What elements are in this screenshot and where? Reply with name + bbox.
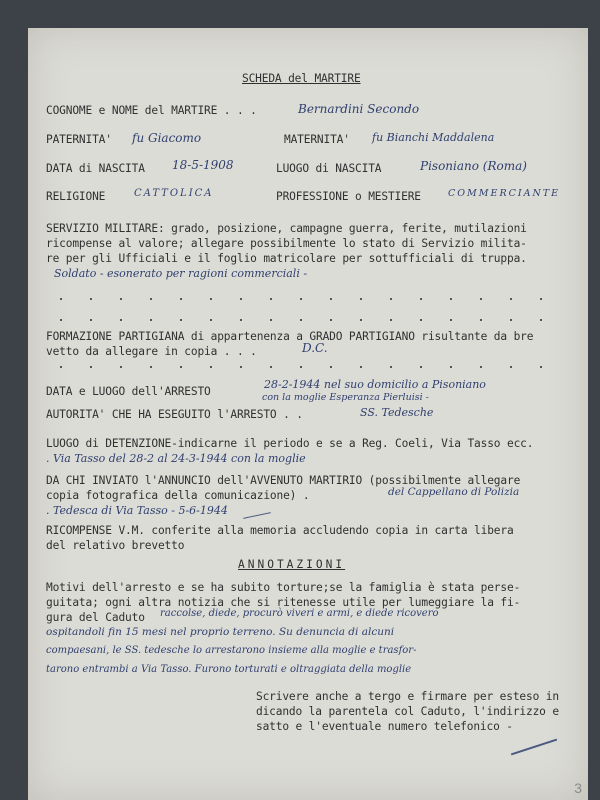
annotazioni-line-1: Motivi dell'arresto e se ha subito torture;se la famiglia è stata perse- [46,581,521,594]
formazione-line-2: vetto da allegare in copia . . . [46,345,257,358]
paternita-value: fu Giacomo [132,131,202,145]
footer-line-2: dicando la parentela col Caduto, l'indirizzo e [256,705,559,718]
ricompense-line-2: del relativo brevetto [46,539,185,552]
data-nascita-value: 18-5-1908 [172,158,234,172]
annotazioni-handwritten-6: tarono entrambi a Via Tasso. Furono torturati e oltraggiata della moglie [46,664,412,675]
religione-value: CATTOLICA [134,188,214,199]
annotazioni-title: ANNOTAZIONI [238,558,346,571]
paternita-label: PATERNITA' [46,133,112,146]
annotazioni-line-3: gura del Caduto [46,611,145,624]
document-sheet [28,28,588,800]
dotted-line [46,366,556,368]
page-title: SCHEDA del MARTIRE [242,72,361,85]
servizio-line-2: ricompense al valore; allegare possibilmente lo stato di Servizio milita- [46,237,527,250]
formazione-line-1: FORMAZIONE PARTIGIANA di appartenenza a GRADO PARTIGIANO risultante da bre [46,330,534,343]
luogo-nascita-value: Pisoniano (Roma) [420,159,527,173]
dotted-line [46,319,556,321]
servizio-line-3: re per gli Ufficiali e il foglio matricolare per sottufficiali di truppa. [46,252,527,265]
signature-stroke [511,739,557,756]
luogo-nascita-label: LUOGO di NASCITA [276,162,382,175]
autorita-label: AUTORITA' CHE HA ESEGUITO l'ARRESTO . . [46,408,303,421]
page-number: 3 [574,780,582,796]
annuncio-line-2: copia fotografica della comunicazione) . [46,489,310,502]
arresto-value-2: con la moglie Esperanza Pierluisi - [262,392,429,403]
servizio-line-1: SERVIZIO MILITARE: grado, posizione, campagne guerra, ferite, mutilazioni [46,222,527,235]
footer-line-1: Scrivere anche a tergo e firmare per esteso in [256,690,559,703]
cognome-value: Bernardini Secondo [298,102,420,116]
dotted-line [46,298,556,300]
annuncio-line-1: DA CHI INVIATO l'ANNUNCIO dell'AVVENUTO MARTIRIO (possibilmente allegare [46,474,521,487]
arresto-value-1: 28-2-1944 nel suo domicilio a Pisoniano [264,378,486,391]
formazione-value: D.C. [302,341,328,355]
maternita-label: MATERNITA' [284,133,350,146]
annuncio-value-1: del Cappellano di Polizia [388,486,520,498]
ricompense-line-1: RICOMPENSE V.M. conferite alla memoria accludendo copia in carta libera [46,524,514,537]
arresto-label: DATA e LUOGO dell'ARRESTO [46,385,211,398]
cognome-label: COGNOME e NOME del MARTIRE . . . [46,104,257,117]
annuncio-value-2: . Tedesca di Via Tasso - 5-6-1944 [46,504,228,517]
detenzione-label: LUOGO di DETENZIONE-indicarne il periodo e se a Reg. Coeli, Via Tasso ecc. [46,437,534,450]
annotazioni-handwritten-5: compaesani, le SS. tedesche lo arrestarono insieme alla moglie e trasfor- [46,645,417,656]
professione-label: PROFESSIONE o MESTIERE [276,190,421,203]
professione-value: COMMERCIANTE [448,188,561,199]
autorita-value: SS. Tedesche [360,406,434,419]
annotazioni-handwritten-4: ospitandoli fin 15 mesi nel proprio terreno. Su denuncia di alcuni [46,626,395,638]
annotazioni-handwritten-3: raccolse, diede, procurò viveri e armi, e diede ricovero [160,608,439,619]
data-nascita-label: DATA di NASCITA [46,162,145,175]
pen-stroke [243,512,271,519]
servizio-value: Soldato - esonerato per ragioni commerciali - [54,267,308,280]
footer-line-3: satto e l'eventuale numero telefonico - [256,720,513,733]
detenzione-value: . Via Tasso del 28-2 al 24-3-1944 con la moglie [46,452,306,465]
annotazioni-line-2: guitata; ogni altra notizia che si ritenesse utile per lumeggiare la fi- [46,596,521,609]
religione-label: RELIGIONE [46,190,106,203]
maternita-value: fu Bianchi Maddalena [372,131,495,144]
